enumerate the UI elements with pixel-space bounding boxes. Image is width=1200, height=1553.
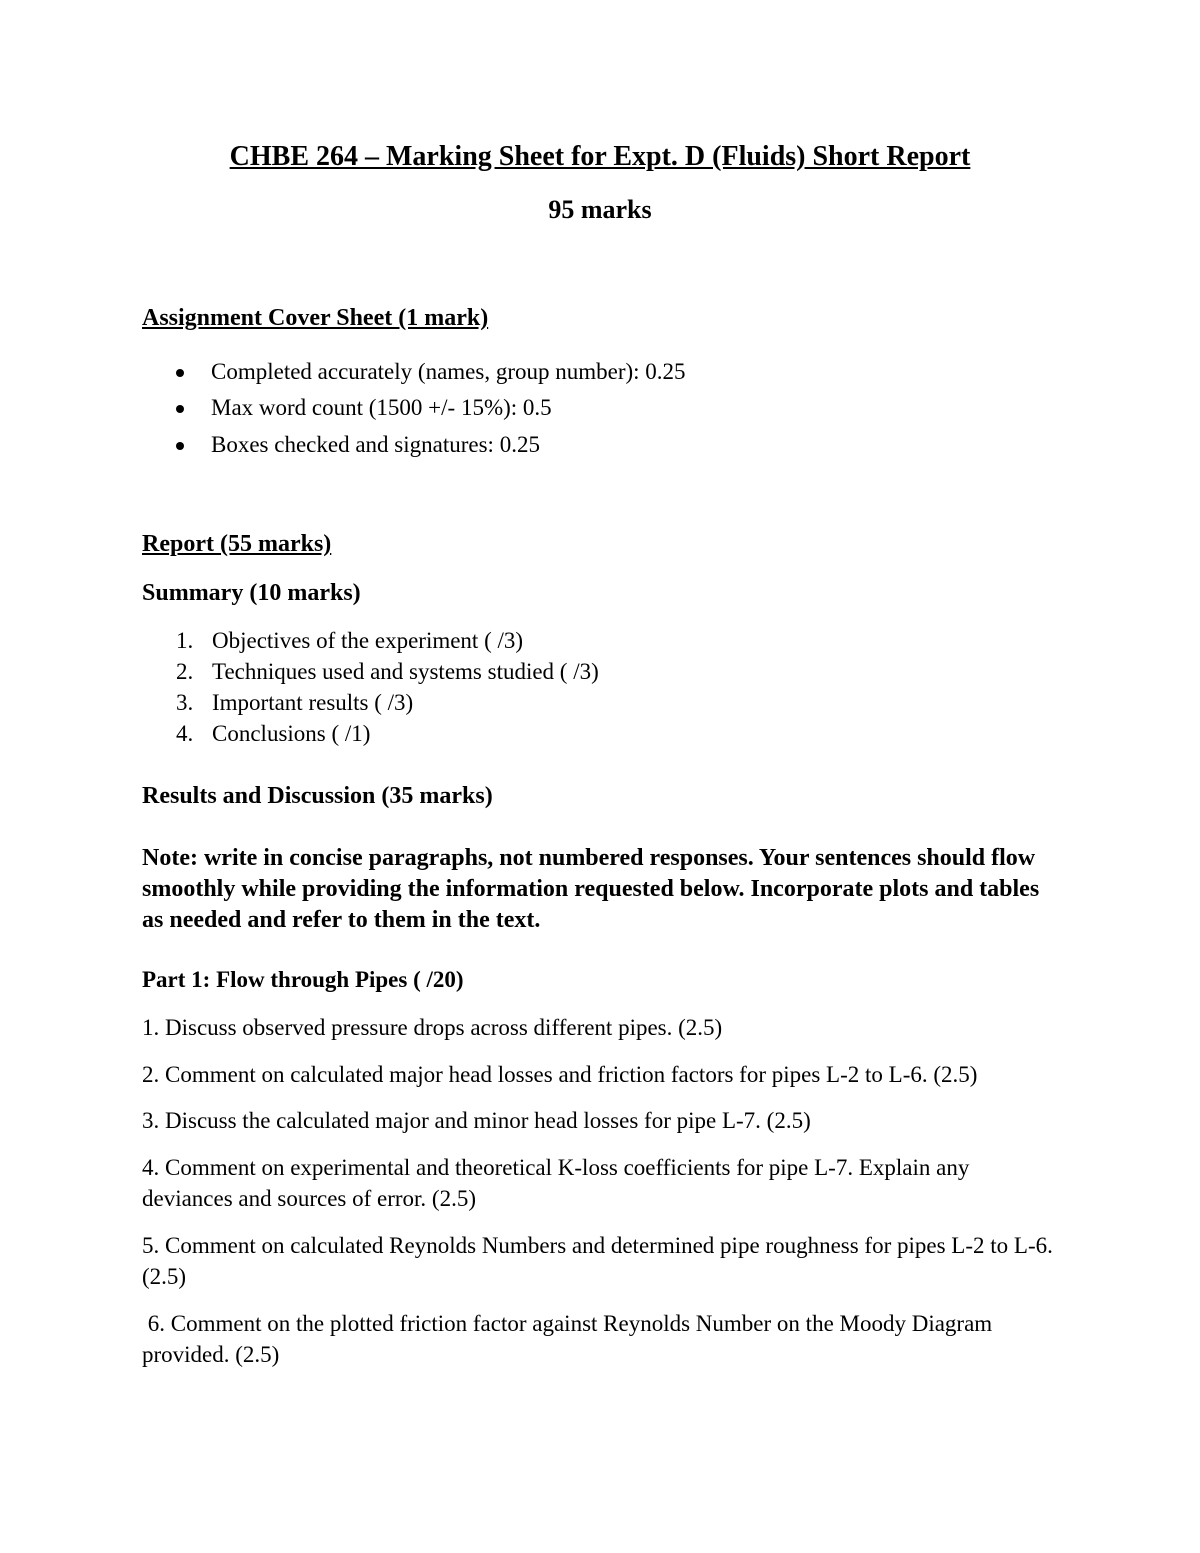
page-title: CHBE 264 – Marking Sheet for Expt. D (Fluids) Short Report	[229, 141, 971, 172]
cover-sheet-item: Completed accurately (names, group number): 0.25	[211, 359, 686, 384]
summary-item-number: 3.	[176, 690, 194, 715]
cover-sheet-item: Boxes checked and signatures: 0.25	[211, 432, 540, 457]
summary-item: Important results ( /3)	[212, 690, 414, 715]
summary-item: Conclusions ( /1)	[212, 721, 371, 746]
summary-item: Techniques used and systems studied ( /3)	[212, 659, 599, 684]
instructions-note: Note: write in concise paragraphs, not numbered responses. Your sentences should flow smoothly while providing the information requested below. Incorporate plots and tables as needed and refer to them in the text.	[142, 845, 1040, 933]
report-heading: Report (55 marks)	[142, 531, 332, 557]
part1-item: 2. Comment on calculated major head losses and friction factors for pipes L-2 to L-6. (2.5)	[142, 1062, 978, 1087]
part1-item: 1. Discuss observed pressure drops across different pipes. (2.5)	[142, 1015, 723, 1040]
summary-heading: Summary (10 marks)	[142, 580, 361, 606]
results-discussion-heading: Results and Discussion (35 marks)	[142, 783, 493, 809]
part1-item: 4. Comment on experimental and theoretical K-loss coefficients for pipe L-7. Explain any deviances and sources of error. (2.5)	[142, 1155, 970, 1211]
summary-item-number: 1.	[176, 628, 194, 653]
cover-sheet-item: Max word count (1500 +/- 15%): 0.5	[211, 395, 552, 420]
part1-item: 5. Comment on calculated Reynolds Numbers and determined pipe roughness for pipes L-2 to L-6. (2.5)	[142, 1233, 1053, 1289]
part1-heading: Part 1: Flow through Pipes ( /20)	[142, 967, 464, 992]
summary-item-number: 4.	[176, 721, 194, 746]
bullet-icon	[176, 405, 184, 413]
bullet-icon	[176, 369, 184, 377]
part1-item: 3. Discuss the calculated major and minor head losses for pipe L-7. (2.5)	[142, 1108, 811, 1133]
summary-item: Objectives of the experiment ( /3)	[212, 628, 524, 653]
part1-item: 6. Comment on the plotted friction factor against Reynolds Number on the Moody Diagram provided. (2.5)	[142, 1311, 998, 1367]
bullet-icon	[176, 442, 184, 450]
summary-item-number: 2.	[176, 659, 194, 684]
total-marks: 95 marks	[548, 195, 652, 224]
cover-sheet-heading: Assignment Cover Sheet (1 mark)	[142, 305, 489, 331]
